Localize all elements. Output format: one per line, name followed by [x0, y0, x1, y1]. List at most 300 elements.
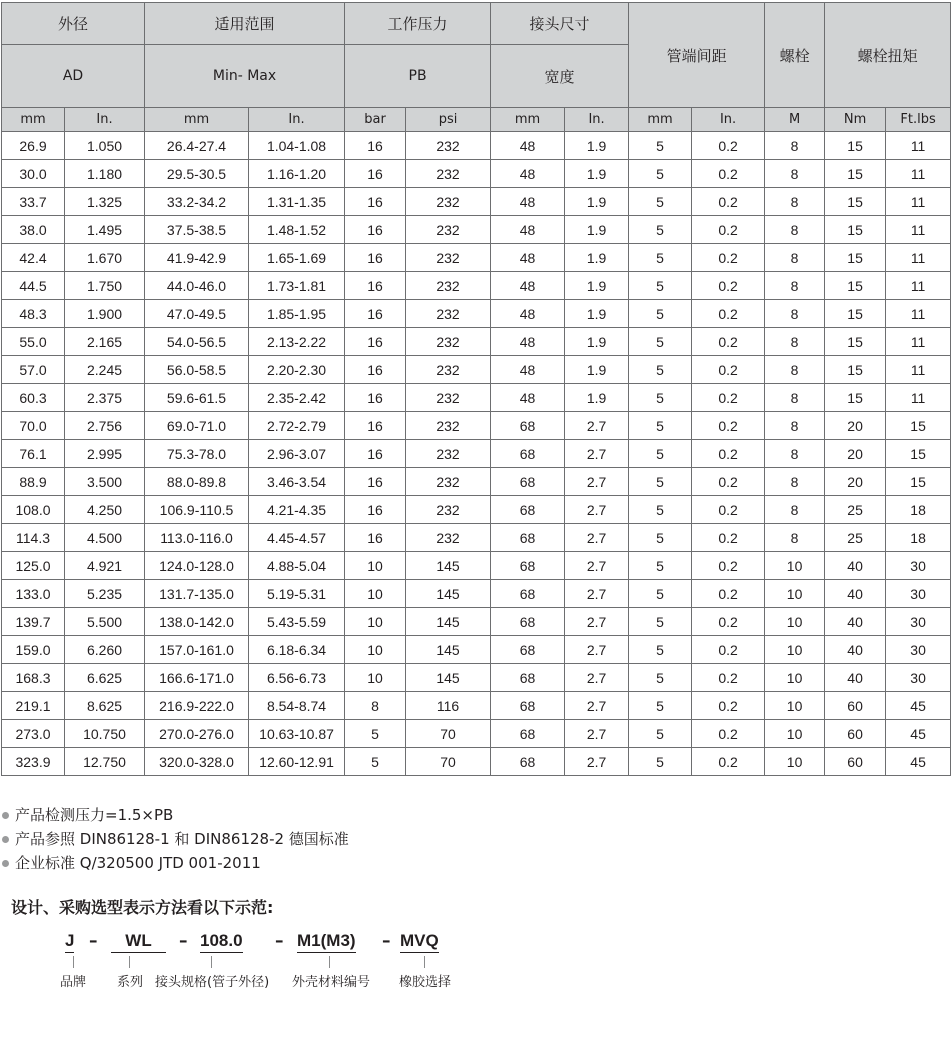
table-cell: 68	[491, 720, 565, 748]
table-cell: 16	[345, 468, 406, 496]
table-cell: 6.260	[65, 636, 145, 664]
table-cell: 16	[345, 412, 406, 440]
table-cell: 2.7	[565, 496, 629, 524]
unit-cell: In.	[65, 108, 145, 132]
table-cell: 8	[765, 356, 825, 384]
table-row	[2, 496, 951, 524]
table-row	[2, 272, 951, 300]
table-row	[2, 188, 951, 216]
table-cell: 5	[629, 608, 692, 636]
table-cell: 10	[345, 580, 406, 608]
table-cell: 16	[345, 216, 406, 244]
table-cell: 11	[886, 132, 951, 160]
table-cell: 5	[629, 440, 692, 468]
table-cell: 0.2	[692, 244, 765, 272]
table-cell: 44.5	[2, 272, 65, 300]
table-cell: 38.0	[2, 216, 65, 244]
table-cell: 2.7	[565, 608, 629, 636]
table-cell: 1.9	[565, 216, 629, 244]
unit-cell: In.	[249, 108, 345, 132]
table-cell: 11	[886, 356, 951, 384]
table-cell: 108.0	[2, 496, 65, 524]
table-cell: 2.7	[565, 636, 629, 664]
table-cell: 1.750	[65, 272, 145, 300]
table-cell: 1.495	[65, 216, 145, 244]
table-cell: 133.0	[2, 580, 65, 608]
table-cell: 8	[765, 160, 825, 188]
table-cell: 2.756	[65, 412, 145, 440]
label-rubber: 橡胶选择	[399, 975, 452, 990]
table-cell: 48	[491, 300, 565, 328]
table-cell: 2.165	[65, 328, 145, 356]
table-cell: 48	[491, 272, 565, 300]
table-row	[2, 720, 951, 748]
table-cell: 15	[825, 244, 886, 272]
unit-cell: mm	[629, 108, 692, 132]
table-cell: 5.19-5.31	[249, 580, 345, 608]
header-ad: AD	[2, 45, 145, 108]
table-cell: 1.325	[65, 188, 145, 216]
table-cell: 68	[491, 524, 565, 552]
table-cell: 2.995	[65, 440, 145, 468]
table-cell: 5	[629, 356, 692, 384]
table-cell: 59.6-61.5	[145, 384, 249, 412]
code-size: 108.0	[200, 930, 243, 953]
table-cell: 18	[886, 524, 951, 552]
table-cell: 0.2	[692, 216, 765, 244]
table-cell: 5	[629, 664, 692, 692]
table-cell: 11	[886, 188, 951, 216]
table-cell: 273.0	[2, 720, 65, 748]
header-bolt-torque: 螺栓扭矩	[825, 3, 951, 108]
table-cell: 5	[629, 748, 692, 776]
table-cell: 0.2	[692, 524, 765, 552]
pointer-line	[424, 956, 425, 968]
table-cell: 8	[765, 440, 825, 468]
table-cell: 232	[406, 468, 491, 496]
note-item	[2, 803, 349, 827]
table-cell: 68	[491, 552, 565, 580]
table-cell: 1.900	[65, 300, 145, 328]
table-cell: 11	[886, 244, 951, 272]
table-cell: 1.16-1.20	[249, 160, 345, 188]
table-cell: 114.3	[2, 524, 65, 552]
unit-cell: psi	[406, 108, 491, 132]
table-cell: 1.9	[565, 132, 629, 160]
table-cell: 8	[765, 496, 825, 524]
table-cell: 10	[765, 748, 825, 776]
table-cell: 60	[825, 692, 886, 720]
table-cell: 76.1	[2, 440, 65, 468]
table-cell: 2.7	[565, 412, 629, 440]
table-cell: 8	[765, 188, 825, 216]
table-cell: 106.9-110.5	[145, 496, 249, 524]
table-row	[2, 440, 951, 468]
table-cell: 68	[491, 440, 565, 468]
table-cell: 68	[491, 496, 565, 524]
table-cell: 139.7	[2, 608, 65, 636]
table-cell: 68	[491, 468, 565, 496]
table-cell: 15	[825, 216, 886, 244]
table-cell: 26.9	[2, 132, 65, 160]
table-cell: 232	[406, 412, 491, 440]
table-cell: 0.2	[692, 188, 765, 216]
table-cell: 15	[825, 272, 886, 300]
table-cell: 60	[825, 748, 886, 776]
table-cell: 11	[886, 160, 951, 188]
table-cell: 68	[491, 748, 565, 776]
table-cell: 70	[406, 720, 491, 748]
table-cell: 8	[765, 328, 825, 356]
table-cell: 44.0-46.0	[145, 272, 249, 300]
pointer-line	[329, 956, 330, 968]
table-cell: 0.2	[692, 300, 765, 328]
bullet-icon	[2, 812, 9, 819]
unit-cell: bar	[345, 108, 406, 132]
table-cell: 20	[825, 468, 886, 496]
table-cell: 1.180	[65, 160, 145, 188]
label-housing-material: 外壳材料编号	[292, 975, 371, 990]
table-cell: 30	[886, 552, 951, 580]
table-cell: 320.0-328.0	[145, 748, 249, 776]
table-cell: 1.04-1.08	[249, 132, 345, 160]
table-cell: 75.3-78.0	[145, 440, 249, 468]
table-cell: 138.0-142.0	[145, 608, 249, 636]
table-cell: 2.7	[565, 440, 629, 468]
table-cell: 270.0-276.0	[145, 720, 249, 748]
table-cell: 41.9-42.9	[145, 244, 249, 272]
table-cell: 15	[886, 440, 951, 468]
table-cell: 2.7	[565, 552, 629, 580]
spec-table	[1, 2, 951, 776]
table-cell: 232	[406, 132, 491, 160]
table-cell: 145	[406, 636, 491, 664]
table-cell: 8	[345, 692, 406, 720]
table-cell: 48	[491, 328, 565, 356]
table-cell: 16	[345, 328, 406, 356]
table-cell: 0.2	[692, 272, 765, 300]
pointer-line	[73, 956, 74, 968]
table-cell: 232	[406, 356, 491, 384]
code-separator: –	[179, 931, 188, 951]
table-cell: 1.9	[565, 160, 629, 188]
table-cell: 2.35-2.42	[249, 384, 345, 412]
table-cell: 18	[886, 496, 951, 524]
table-cell: 48	[491, 188, 565, 216]
table-cell: 1.9	[565, 244, 629, 272]
table-cell: 0.2	[692, 440, 765, 468]
table-cell: 232	[406, 496, 491, 524]
table-row	[2, 748, 951, 776]
table-row	[2, 636, 951, 664]
table-cell: 0.2	[692, 580, 765, 608]
table-cell: 10	[765, 636, 825, 664]
table-cell: 10	[765, 552, 825, 580]
table-cell: 4.45-4.57	[249, 524, 345, 552]
code-brand: J	[65, 930, 74, 953]
table-cell: 5	[629, 328, 692, 356]
table-cell: 16	[345, 132, 406, 160]
table-cell: 16	[345, 356, 406, 384]
table-cell: 8	[765, 412, 825, 440]
code-separator: –	[382, 931, 391, 951]
table-cell: 10	[765, 664, 825, 692]
table-cell: 5	[629, 272, 692, 300]
unit-cell: mm	[2, 108, 65, 132]
table-cell: 2.375	[65, 384, 145, 412]
table-cell: 8	[765, 132, 825, 160]
table-cell: 26.4-27.4	[145, 132, 249, 160]
table-cell: 25	[825, 496, 886, 524]
table-cell: 0.2	[692, 328, 765, 356]
table-cell: 16	[345, 384, 406, 412]
note-item	[2, 827, 349, 851]
table-cell: 0.2	[692, 160, 765, 188]
table-cell: 15	[886, 412, 951, 440]
table-cell: 10	[345, 636, 406, 664]
bullet-icon	[2, 860, 9, 867]
table-cell: 1.65-1.69	[249, 244, 345, 272]
table-cell: 10	[765, 720, 825, 748]
table-cell: 12.60-12.91	[249, 748, 345, 776]
table-cell: 5	[629, 300, 692, 328]
table-cell: 2.7	[565, 524, 629, 552]
table-cell: 8	[765, 244, 825, 272]
table-cell: 168.3	[2, 664, 65, 692]
table-cell: 1.9	[565, 356, 629, 384]
notes-list	[2, 803, 349, 875]
table-cell: 1.9	[565, 188, 629, 216]
table-cell: 2.7	[565, 748, 629, 776]
table-cell: 8	[765, 300, 825, 328]
table-cell: 60.3	[2, 384, 65, 412]
code-series: WL	[111, 930, 166, 953]
table-cell: 5	[629, 720, 692, 748]
table-cell: 5	[629, 636, 692, 664]
table-cell: 40	[825, 608, 886, 636]
table-cell: 0.2	[692, 132, 765, 160]
unit-cell: M	[765, 108, 825, 132]
table-cell: 2.7	[565, 692, 629, 720]
table-cell: 5.43-5.59	[249, 608, 345, 636]
table-cell: 16	[345, 244, 406, 272]
table-cell: 4.21-4.35	[249, 496, 345, 524]
code-housing-material: M1(M3)	[297, 930, 356, 953]
table-cell: 10	[345, 608, 406, 636]
table-cell: 2.72-2.79	[249, 412, 345, 440]
header-coupling-size: 接头尺寸	[491, 3, 629, 45]
table-cell: 16	[345, 160, 406, 188]
table-cell: 10	[765, 608, 825, 636]
table-cell: 113.0-116.0	[145, 524, 249, 552]
table-cell: 131.7-135.0	[145, 580, 249, 608]
table-cell: 1.050	[65, 132, 145, 160]
table-cell: 45	[886, 748, 951, 776]
table-cell: 16	[345, 300, 406, 328]
table-cell: 10	[345, 552, 406, 580]
table-cell: 40	[825, 664, 886, 692]
table-cell: 68	[491, 580, 565, 608]
table-cell: 1.73-1.81	[249, 272, 345, 300]
table-cell: 68	[491, 608, 565, 636]
table-cell: 166.6-171.0	[145, 664, 249, 692]
table-cell: 20	[825, 440, 886, 468]
table-row	[2, 160, 951, 188]
code-separator: –	[89, 931, 98, 951]
bullet-icon	[2, 836, 9, 843]
header-pressure: 工作压力	[345, 3, 491, 45]
table-cell: 29.5-30.5	[145, 160, 249, 188]
table-cell: 40	[825, 636, 886, 664]
table-cell: 8	[765, 272, 825, 300]
table-cell: 4.250	[65, 496, 145, 524]
table-cell: 5.235	[65, 580, 145, 608]
table-cell: 145	[406, 664, 491, 692]
table-cell: 11	[886, 216, 951, 244]
pointer-line	[211, 956, 212, 968]
unit-cell: In.	[565, 108, 629, 132]
table-cell: 5	[629, 244, 692, 272]
table-cell: 159.0	[2, 636, 65, 664]
table-cell: 5	[629, 692, 692, 720]
table-cell: 232	[406, 384, 491, 412]
table-cell: 116	[406, 692, 491, 720]
table-cell: 12.750	[65, 748, 145, 776]
table-cell: 16	[345, 440, 406, 468]
table-cell: 30	[886, 664, 951, 692]
table-row	[2, 384, 951, 412]
header-pipe-gap: 管端间距	[629, 3, 765, 108]
table-cell: 232	[406, 524, 491, 552]
table-row	[2, 328, 951, 356]
table-cell: 15	[825, 384, 886, 412]
header-bolt: 螺栓	[765, 3, 825, 108]
table-cell: 68	[491, 664, 565, 692]
table-cell: 1.670	[65, 244, 145, 272]
table-cell: 30.0	[2, 160, 65, 188]
table-cell: 10	[345, 664, 406, 692]
table-cell: 16	[345, 272, 406, 300]
table-cell: 145	[406, 608, 491, 636]
table-cell: 40	[825, 580, 886, 608]
table-cell: 3.46-3.54	[249, 468, 345, 496]
code-rubber: MVQ	[400, 930, 439, 953]
table-cell: 88.0-89.8	[145, 468, 249, 496]
table-cell: 6.625	[65, 664, 145, 692]
table-cell: 10.750	[65, 720, 145, 748]
table-cell: 6.56-6.73	[249, 664, 345, 692]
table-row	[2, 356, 951, 384]
table-cell: 1.85-1.95	[249, 300, 345, 328]
table-cell: 8	[765, 384, 825, 412]
table-cell: 216.9-222.0	[145, 692, 249, 720]
table-cell: 48	[491, 132, 565, 160]
table-cell: 15	[886, 468, 951, 496]
table-cell: 5	[629, 216, 692, 244]
table-cell: 11	[886, 300, 951, 328]
note-text: 产品检测压力=1.5×PB	[15, 806, 174, 824]
table-cell: 68	[491, 636, 565, 664]
label-brand: 品牌	[60, 975, 87, 990]
header-width: 宽度	[491, 45, 629, 108]
table-cell: 232	[406, 216, 491, 244]
unit-cell: Ft.lbs	[886, 108, 951, 132]
table-cell: 69.0-71.0	[145, 412, 249, 440]
table-cell: 2.7	[565, 580, 629, 608]
selection-title: 设计、采购选型表示方法看以下示范:	[11, 898, 274, 917]
table-cell: 125.0	[2, 552, 65, 580]
table-cell: 11	[886, 328, 951, 356]
table-row	[2, 664, 951, 692]
table-row	[2, 244, 951, 272]
label-size: 接头规格(管子外径)	[155, 975, 270, 990]
table-cell: 15	[825, 188, 886, 216]
table-cell: 70.0	[2, 412, 65, 440]
table-cell: 45	[886, 720, 951, 748]
table-cell: 33.2-34.2	[145, 188, 249, 216]
table-cell: 33.7	[2, 188, 65, 216]
table-row	[2, 468, 951, 496]
table-cell: 2.7	[565, 468, 629, 496]
table-cell: 10.63-10.87	[249, 720, 345, 748]
table-cell: 48	[491, 356, 565, 384]
note-item	[2, 851, 349, 875]
table-cell: 232	[406, 160, 491, 188]
table-cell: 219.1	[2, 692, 65, 720]
table-row	[2, 692, 951, 720]
table-cell: 0.2	[692, 720, 765, 748]
table-cell: 2.7	[565, 720, 629, 748]
table-cell: 2.7	[565, 664, 629, 692]
table-row	[2, 580, 951, 608]
table-cell: 48	[491, 384, 565, 412]
table-cell: 232	[406, 272, 491, 300]
table-cell: 0.2	[692, 468, 765, 496]
table-cell: 5	[629, 132, 692, 160]
note-text: 企业标准 Q/320500 JTD 001-2011	[15, 854, 261, 872]
header-outer-diameter: 外径	[2, 3, 145, 45]
table-cell: 0.2	[692, 748, 765, 776]
table-cell: 48	[491, 160, 565, 188]
table-cell: 5	[629, 580, 692, 608]
table-cell: 57.0	[2, 356, 65, 384]
table-cell: 5.500	[65, 608, 145, 636]
table-cell: 5	[629, 496, 692, 524]
table-cell: 232	[406, 244, 491, 272]
table-cell: 1.48-1.52	[249, 216, 345, 244]
table-row	[2, 132, 951, 160]
table-cell: 8	[765, 524, 825, 552]
table-cell: 70	[406, 748, 491, 776]
table-row	[2, 608, 951, 636]
table-row	[2, 552, 951, 580]
table-cell: 5	[629, 188, 692, 216]
table-cell: 6.18-6.34	[249, 636, 345, 664]
table-body	[2, 132, 951, 776]
table-cell: 16	[345, 524, 406, 552]
table-cell: 10	[765, 692, 825, 720]
table-cell: 157.0-161.0	[145, 636, 249, 664]
table-cell: 11	[886, 272, 951, 300]
note-text: 产品参照 DIN86128-1 和 DIN86128-2 德国标准	[15, 830, 349, 848]
table-cell: 0.2	[692, 636, 765, 664]
table-cell: 5	[629, 524, 692, 552]
table-cell: 0.2	[692, 496, 765, 524]
header-pb: PB	[345, 45, 491, 108]
table-cell: 4.500	[65, 524, 145, 552]
table-cell: 25	[825, 524, 886, 552]
table-cell: 4.921	[65, 552, 145, 580]
